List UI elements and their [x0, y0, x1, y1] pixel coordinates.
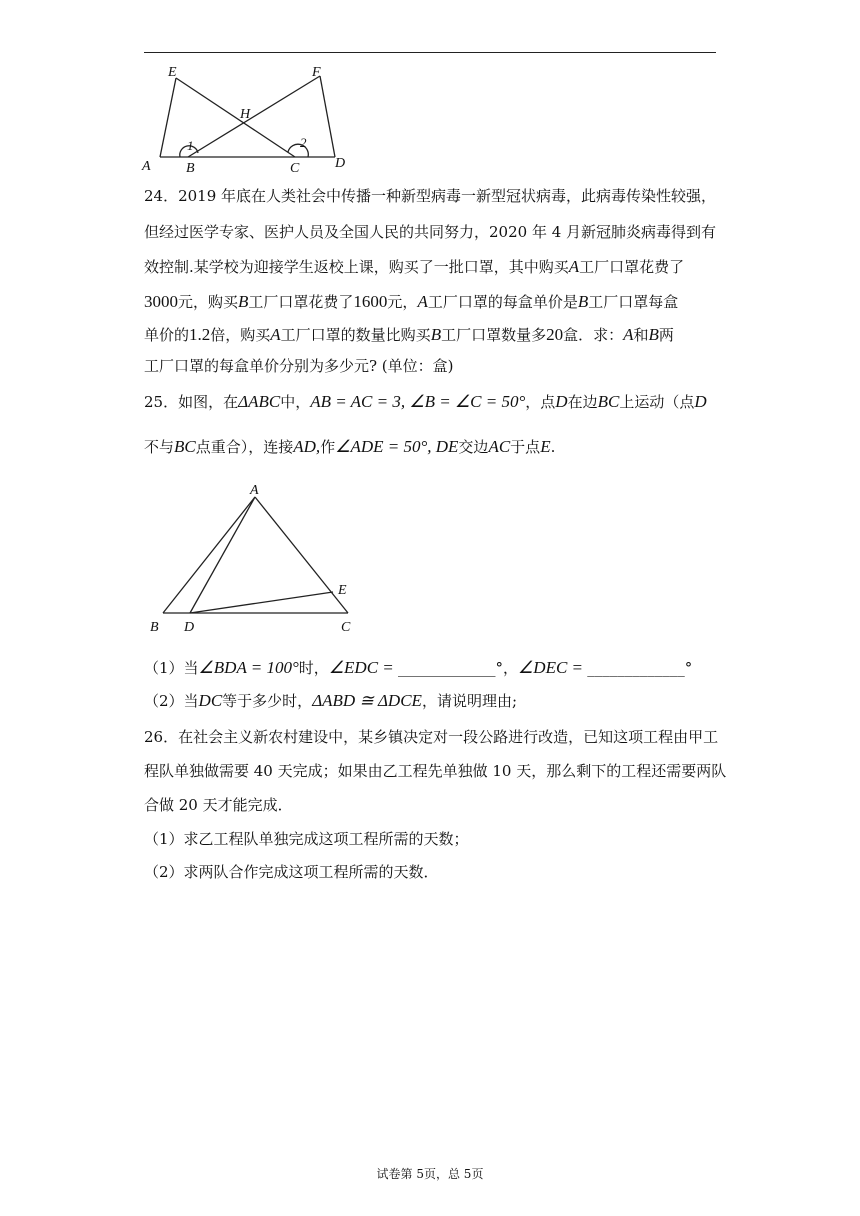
side-ab [163, 497, 255, 613]
label-angle-2: 2 [300, 135, 307, 150]
line-ec [176, 78, 295, 157]
line-ae [160, 78, 176, 157]
figure-quadrilateral [140, 60, 360, 175]
q24-line-3: 效控制.某学校为迎接学生返校上课，购买了一批口罩，其中购买A工厂口罩花费了 [144, 257, 685, 276]
segment-de [190, 592, 333, 613]
line-fd [320, 76, 335, 157]
label-d: D [184, 620, 195, 635]
label-b: B [150, 620, 159, 635]
label-a: A [250, 483, 259, 498]
q25-line-1: 25．如图，在ΔABC中，AB = AC = 3, ∠B = ∠C = 50°，点D在边BC上运动（点D [144, 392, 707, 411]
answer-blank-1[interactable]: _____________ [398, 659, 496, 677]
answer-blank-2[interactable]: _____________ [587, 659, 685, 677]
q26-line-1: 26．在社会主义新农村建设中，某乡镇决定对一段公路进行改造，已知这项工程由甲工 [144, 728, 719, 746]
q26-sub-2: （2）求两队合作完成这项工程所需的天数． [144, 863, 439, 881]
header-rule [144, 52, 716, 53]
figure-triangle [140, 478, 370, 638]
q24-line-2: 但经过医学专家、医护人员及全国人民的共同努力，2020 年 4 月新冠肺炎病毒得到有 [144, 223, 717, 241]
label-angle-1: 1 [187, 138, 194, 153]
label-c: C [290, 161, 300, 175]
label-f: F [312, 65, 321, 80]
label-c: C [341, 620, 351, 635]
side-ac [255, 497, 348, 613]
page-footer: 试卷第 5页，总 5页 [376, 1167, 484, 1181]
label-d: D [335, 156, 346, 171]
q26-sub-1: （1）求乙工程队单独完成这项工程所需的天数； [144, 830, 469, 848]
q25-line-2: 不与BC点重合），连接AD,作∠ADE = 50°, DE交边AC于点E. [144, 437, 556, 456]
segment-ad [190, 497, 255, 613]
q24-line-4: 3000元，购买B工厂口罩花费了1600元，A工厂口罩的每盒单价是B工厂口罩每盒 [144, 292, 679, 311]
label-a: A [142, 159, 151, 174]
q24-line-5: 单价的1.2倍，购买A工厂口罩的数量比购买B工厂口罩数量多20盒．求：A和B两 [144, 325, 674, 344]
q26-line-2: 程队单独做需要 40 天完成；如果由乙工程先单独做 10 天，那么剩下的工程还需要两队 [144, 762, 727, 780]
q25-sub-2: （2）当DC等于多少时，ΔABD ≅ ΔDCE，请说明理由; [144, 691, 517, 710]
label-h: H [240, 107, 251, 122]
label-e: E [338, 583, 347, 598]
q26-line-3: 合做 20 天才能完成． [144, 796, 293, 814]
q24-line-1: 24．2019 年底在人类社会中传播一种新型病毒一新型冠状病毒，此病毒传染性较强， [144, 187, 717, 205]
label-e: E [168, 65, 177, 80]
q24-line-6: 工厂口罩的每盒单价分别为多少元? (单位：盒) [144, 357, 454, 375]
label-b: B [186, 161, 195, 175]
q25-sub-1: （1）当∠BDA = 100°时，∠EDC = _____________°，∠DEC = _____________° [144, 658, 693, 677]
